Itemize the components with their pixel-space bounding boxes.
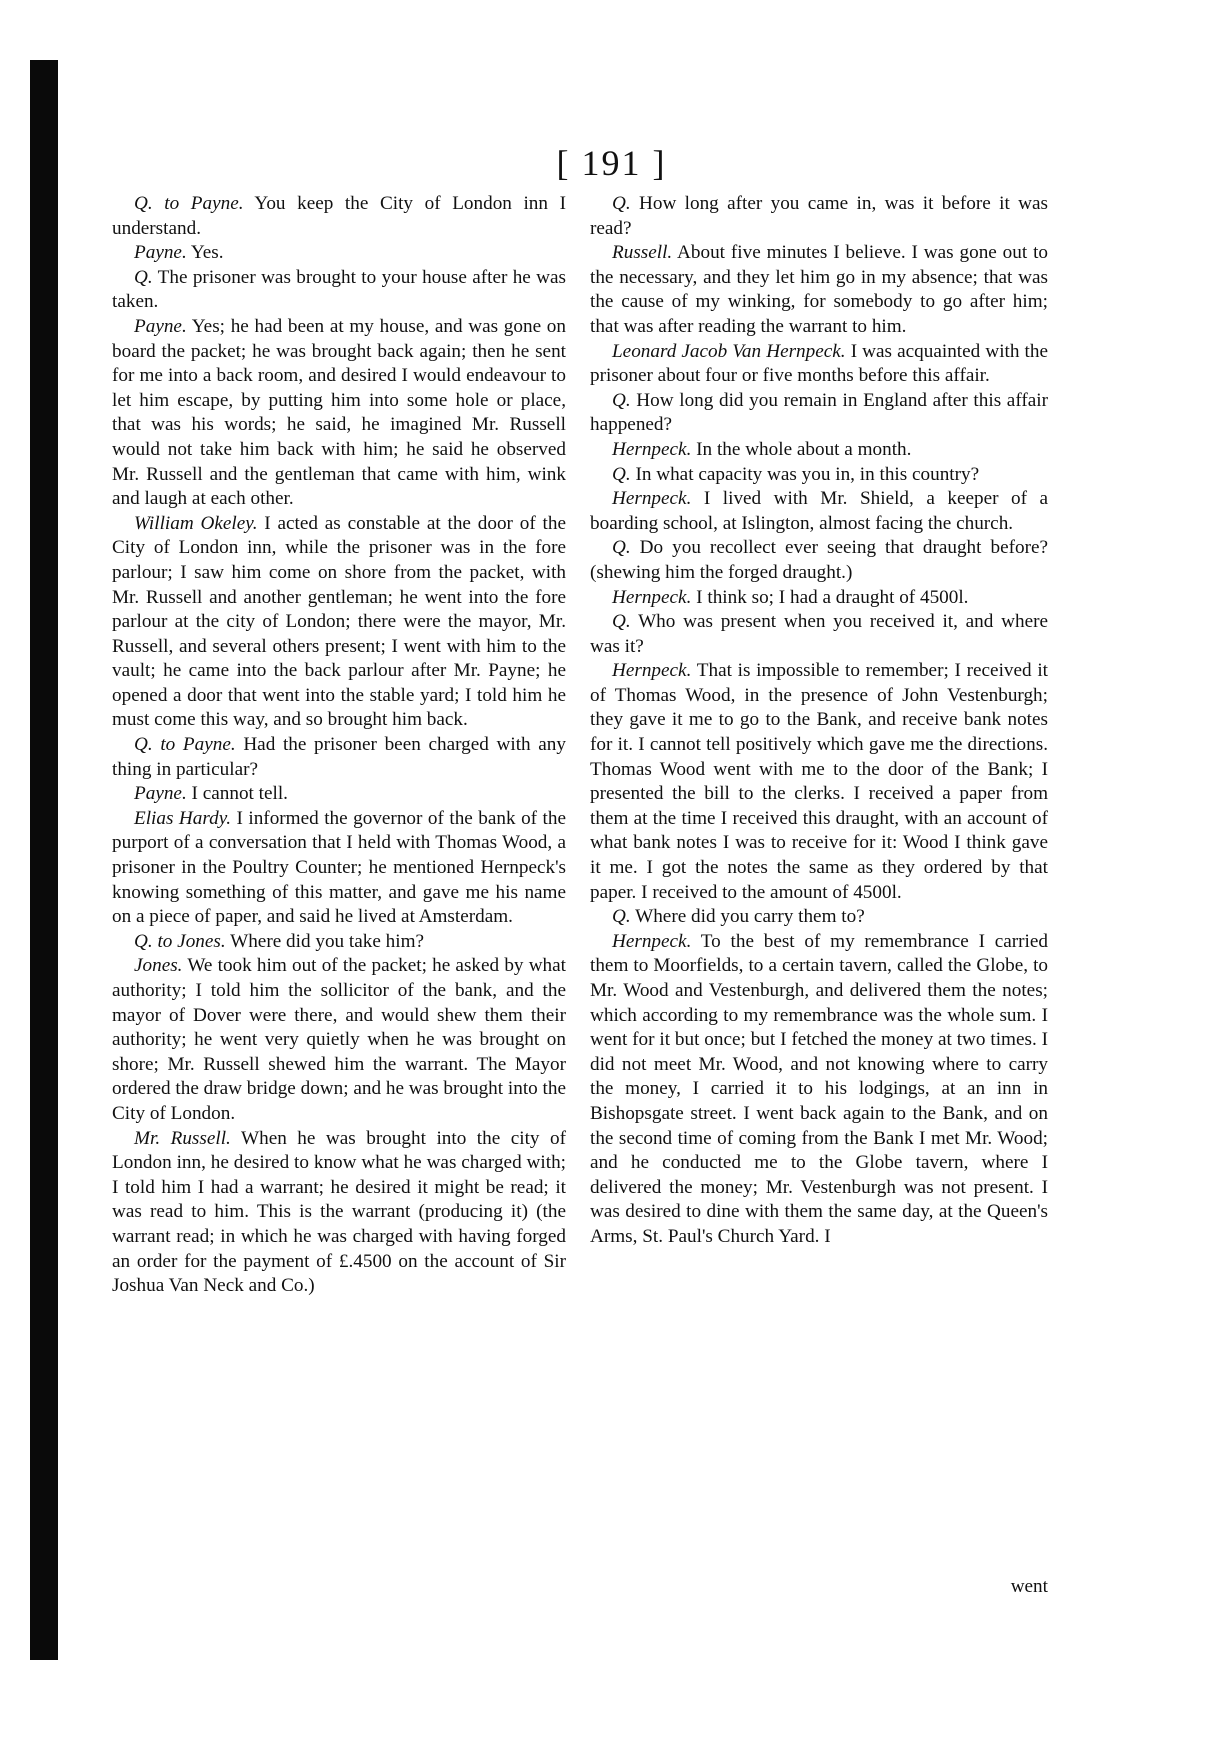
paragraph-text: How long after you came in, was it before it was read?: [590, 193, 1048, 239]
speaker: Q.: [612, 537, 631, 559]
book-binding-edge: [30, 60, 58, 1660]
paragraph: [590, 192, 1048, 241]
paragraph-text: In what capacity was you in, in this country?: [630, 463, 980, 485]
paragraph-text: Yes; he had been at my house, and was gone on board the packet; he was brought back again; then he sent for me into a back room, and desired I would endeavour to let him escape, by putting him into some hole or place, that was his words; he said, he imagined Mr. Russell would not take him back with him; he said he observed Mr. Russell and the gentleman that came with him, wink and laugh at each other.: [112, 315, 566, 510]
speaker: Payne.: [134, 315, 187, 337]
paragraph-text: That is impossible to remember; I received it of Thomas Wood, in the presence of John Vestenburgh; they gave it me to go to the Bank, and receive bank notes for it. I cannot tell positively which gave me the directions. Thomas Wood went with me to the door of the Bank; I presented the bill to the clerks. I received a paper from them at the time I received this draught, with an account of what bank notes I was to receive for it: Wood I think gave it me. I got the notes the same as they ordered by that paper. I received to the amount of 4500l.: [590, 660, 1048, 903]
paragraph-text: The prisoner was brought to your house after he was taken.: [112, 266, 566, 313]
speaker: Hernpeck.: [612, 930, 692, 952]
speaker: Payne.: [134, 783, 187, 805]
speaker: Hernpeck.: [612, 488, 692, 510]
paragraph: [112, 733, 566, 782]
catchword: went: [1010, 1576, 1048, 1597]
speaker: Q.: [612, 906, 631, 928]
speaker: Q. to Jones.: [134, 930, 226, 952]
speaker: Payne.: [134, 242, 187, 264]
speaker: Q.: [612, 463, 631, 485]
paragraph-text: How long did you remain in England after this affair happened?: [590, 389, 1048, 436]
speaker: Mr. Russell.: [134, 1127, 231, 1149]
paragraph: [112, 192, 566, 241]
paragraph: [590, 438, 1048, 463]
paragraph-text: I acted as constable at the door of the City of London inn, while the prisoner was in the fore parlour; I saw him come on shore from the packet, with Mr. Russell and another gentleman; he went into the fore parlour at the city of London; there were the mayor, Mr. Russell, and several others present; I went with him to the vault; he came into the back parlour after Mr. Payne; he opened a door that went into the stable yard; I told him he must come this way, and so brought him back.: [112, 512, 566, 731]
paragraph: [590, 930, 1048, 1250]
paragraph: [590, 389, 1048, 438]
left-column: [112, 192, 566, 1299]
paragraph-text: Where did you carry them to?: [630, 906, 865, 928]
speaker: Hernpeck.: [612, 586, 692, 608]
paragraph: [590, 536, 1048, 585]
paragraph: [112, 266, 566, 315]
paragraph-text: In the whole about a month.: [691, 438, 912, 460]
paragraph-text: I lived with Mr. Shield, a keeper of a boarding school, at Islington, almost facing the church.: [590, 488, 1048, 534]
paragraph: [590, 463, 1048, 488]
paragraph: [112, 930, 566, 955]
paragraph-text: About five minutes I believe. I was gone out to the necessary, and they let him go in my absence; that was the cause of my winking, for somebody to go after him; that was after reading the warrant to him.: [590, 242, 1048, 337]
right-column: [590, 192, 1048, 1250]
speaker: Q.: [612, 193, 631, 214]
paragraph: [112, 807, 566, 930]
paragraph: [590, 905, 1048, 930]
paragraph-text: When he was brought into the city of London inn, he desired to know what he was charged with; I told him I had a warrant; he desired it might be read; it was read to him. This is the warrant (producing it) (the warrant read; in which he was charged with having forged an order for the payment of £.4500 on the account of Sir Joshua Van Neck and Co.): [112, 1127, 566, 1297]
speaker: William Okeley.: [134, 512, 258, 534]
speaker: Q.: [134, 266, 153, 288]
speaker: Q. to Payne.: [134, 734, 236, 756]
paragraph-text: Who was present when you received it, and where was it?: [590, 611, 1048, 657]
speaker: Elias Hardy.: [134, 807, 231, 829]
paragraph-text: I think so; I had a draught of 4500l.: [691, 586, 969, 608]
paragraph-text: I cannot tell.: [186, 783, 288, 805]
paragraph: [590, 610, 1048, 659]
paragraph: [590, 340, 1048, 389]
paragraph: [112, 315, 566, 512]
paragraph: [112, 782, 566, 807]
paragraph: [112, 954, 566, 1126]
paragraph-text: Where did you take him?: [225, 930, 425, 952]
paragraph: [590, 586, 1048, 611]
speaker: Q. to Payne.: [134, 193, 244, 214]
paragraph-text: We took him out of the packet; he asked by what authority; I told him the sollicitor of the bank, and the mayor of Dover were there, and would shew them their authority; he went very quietly when he was brought on shore; Mr. Russell shewed him the warrant. The Mayor ordered the draw bridge down; and he was brought into the City of London.: [112, 955, 566, 1124]
page-number: [ 191 ]: [556, 143, 667, 183]
paragraph-text: I was acquainted with the prisoner about four or five months before this affair.: [590, 340, 1048, 387]
speaker: Hernpeck.: [612, 438, 692, 460]
speaker: Q.: [612, 611, 631, 633]
paragraph: [590, 487, 1048, 536]
speaker: Leonard Jacob Van Hernpeck.: [612, 340, 846, 362]
paragraph: [112, 1127, 566, 1299]
paragraph-text: To the best of my remembrance I carried them to Moorfields, to a certain tavern, called the Globe, to Mr. Wood and Vestenburgh, and delivered them the notes; which according to my remembrance was the whole sum. I went for it but once; but I fetched the money at two times. I did not meet Mr. Wood, and not knowing where to carry the money, I carried it to his lodgings, at an inn in Bishopsgate street. I went back again to the Bank, and on the second time of coming from the Bank I met Mr. Wood; and he conducted me to the Globe tavern, where I delivered the money; Mr. Vestenburgh was not present. I was desired to dine with them the same day, at the Queen's Arms, St. Paul's Church Yard. I: [590, 930, 1048, 1247]
paragraph-text: I informed the governor of the bank of the purport of a conversation that I held with Thomas Wood, a prisoner in the Poultry Counter; he mentioned Hernpeck's knowing something of this matter, and gave me his name on a piece of paper, and said he lived at Amsterdam.: [112, 807, 567, 928]
paragraph: [590, 659, 1048, 905]
paragraph: [112, 241, 566, 266]
speaker: Q.: [612, 389, 631, 411]
paragraph-text: Yes.: [186, 242, 224, 264]
speaker: Russell.: [612, 242, 673, 264]
paragraph-text: Do you recollect ever seeing that draught before? (shewing him the forged draught.): [590, 537, 1048, 583]
speaker: Jones.: [134, 955, 183, 977]
paragraph-text: Had the prisoner been charged with any thing in particular?: [112, 734, 566, 780]
paragraph: [590, 241, 1048, 339]
speaker: Hernpeck.: [612, 660, 692, 682]
paragraph-text: You keep the City of London inn I understand.: [112, 193, 566, 239]
paragraph: [112, 512, 566, 733]
